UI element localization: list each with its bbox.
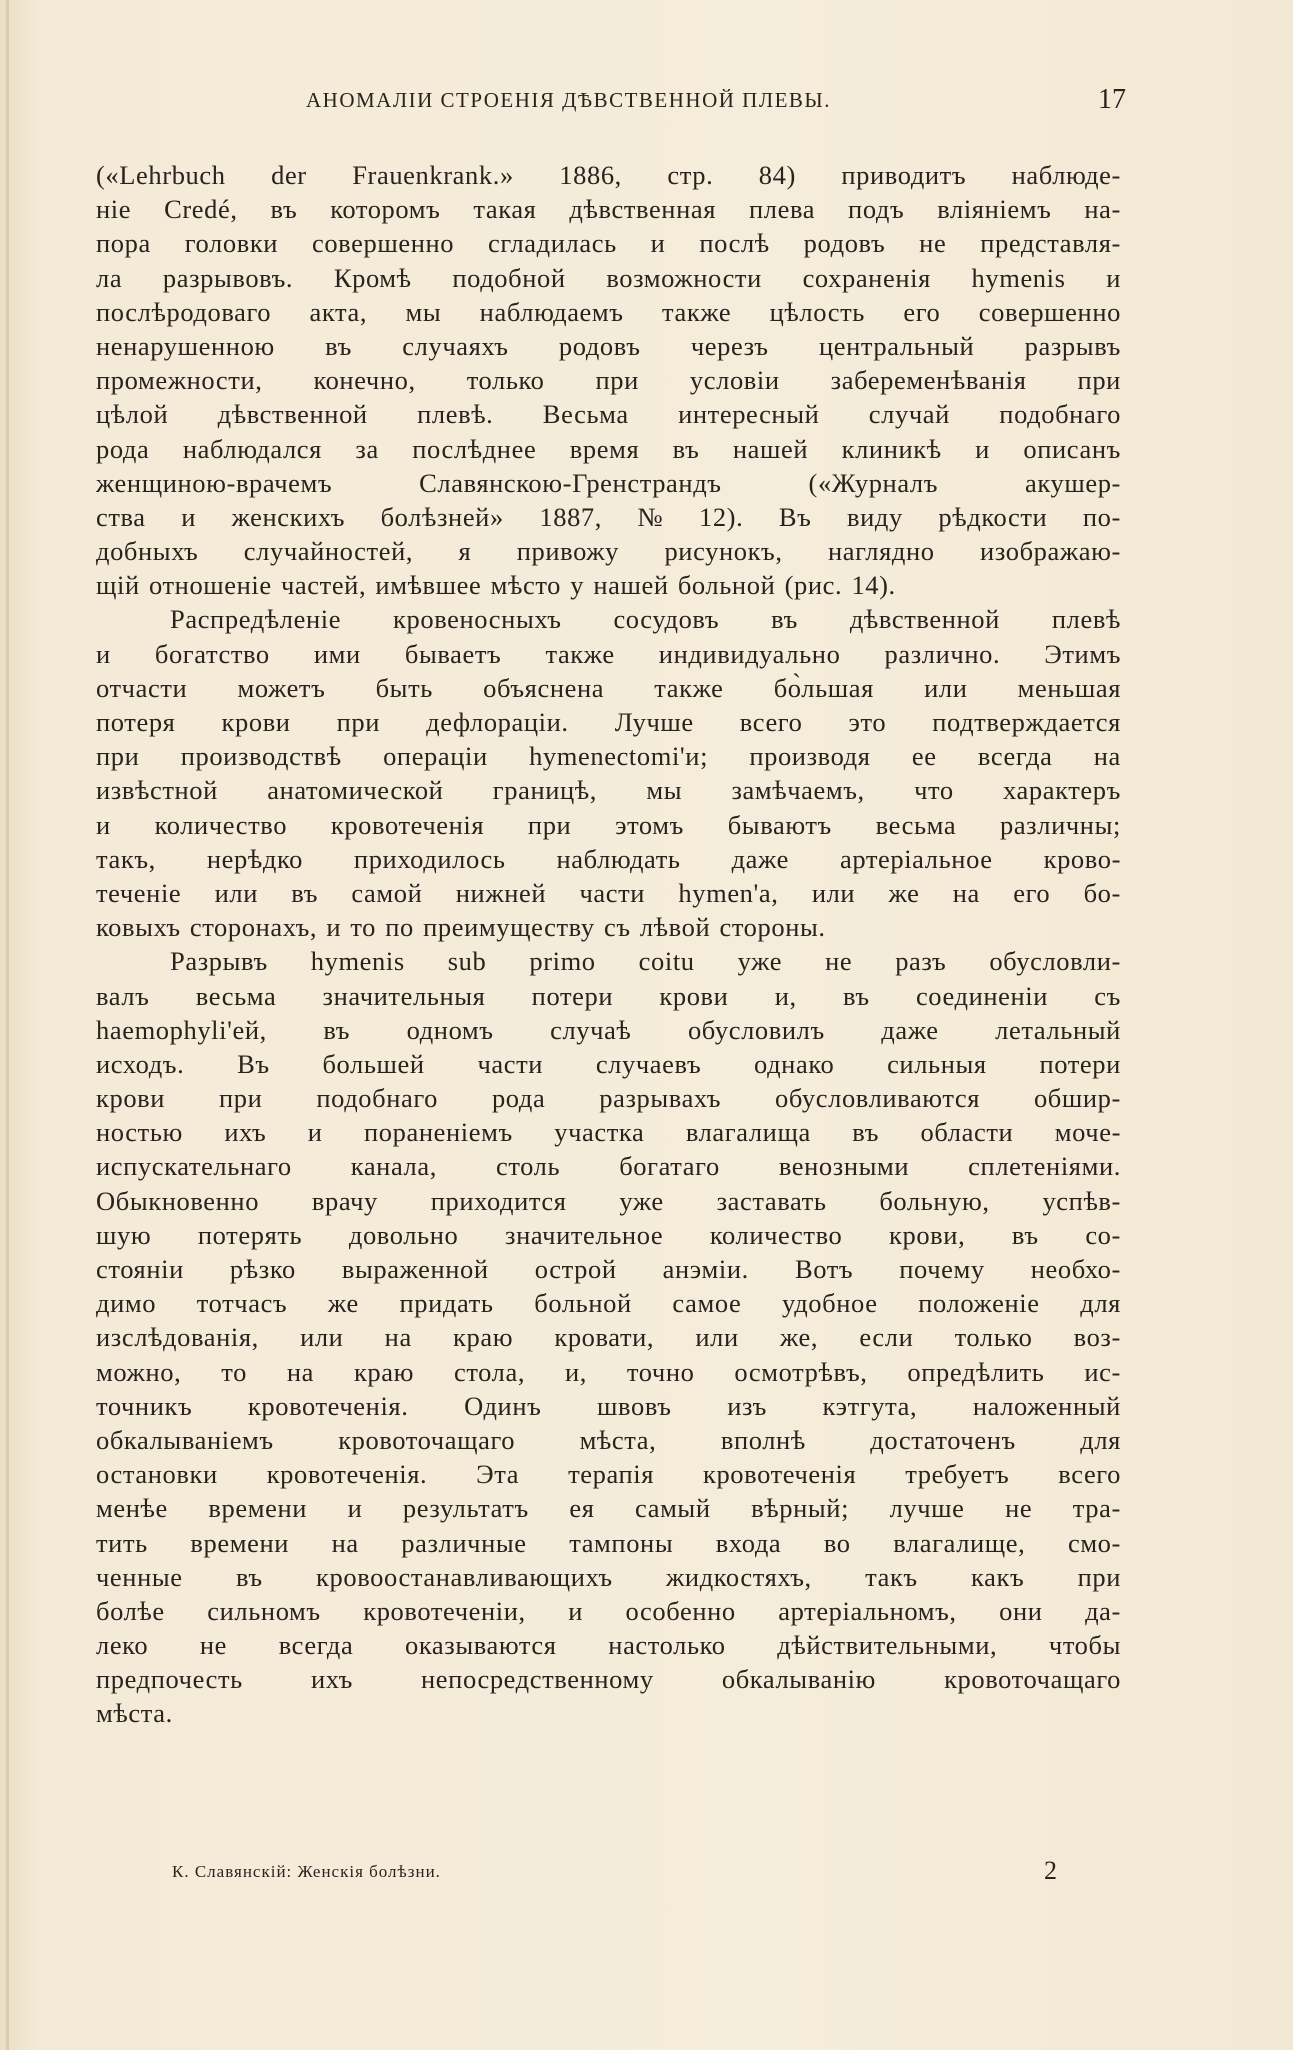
- text-line: ковыхъ сторонахъ, и то по преимуществу съ лѣвой стороны.: [96, 912, 826, 943]
- sheet-number: 2: [1044, 1856, 1057, 1885]
- body-text: [96, 158, 1121, 1731]
- text-line: менѣе времени и результатъ ея самый вѣрный; лучше не тра-: [96, 1493, 1121, 1524]
- text-line: промежности, конечно, только при условіи забеременѣванія при: [96, 365, 1121, 396]
- text-line: теченіе или въ самой нижней части hymen'а, или же на его бо-: [96, 877, 1121, 908]
- text-line: исходъ. Въ большей части случаевъ однако сильныя потери: [96, 1048, 1121, 1079]
- text-line: ностью ихъ и пораненіемъ участка влагалища въ области моче-: [96, 1117, 1121, 1148]
- text-line: такъ, нерѣдко приходилось наблюдать даже артеріальное крово-: [96, 843, 1121, 874]
- text-line: леко не всегда оказываются настолько дѣйствительными, чтобы: [96, 1630, 1121, 1661]
- text-line: извѣстной анатомической границѣ, мы замѣчаемъ, что характеръ: [96, 775, 1121, 806]
- text-line: испускательнаго канала, столь богатаго венозными сплетеніями.: [96, 1151, 1121, 1182]
- text-line: цѣлой дѣвственной плевѣ. Весьма интересный случай подобнаго: [96, 399, 1121, 430]
- text-line: отчасти можетъ быть объяснена также бо̀льшая или меньшая: [96, 672, 1121, 703]
- running-title: АНОМАЛІИ СТРОЕНІЯ ДѢВСТВЕННОЙ ПЛЕВЫ.: [306, 88, 831, 112]
- text-line: тить времени на различные тампоны входа во влагалище, смо-: [96, 1527, 1121, 1558]
- text-line: можно, то на краю стола, и, точно осмотрѣвъ, опредѣлить ис-: [96, 1356, 1121, 1387]
- text-line: потеря крови при дефлораціи. Лучше всего это подтверждается: [96, 707, 1121, 737]
- text-line: димо тотчасъ же придать больной самое удобное положеніе для: [96, 1288, 1121, 1319]
- text-line: ченные въ кровоостанавливающихъ жидкостяхъ, такъ какъ при: [96, 1561, 1121, 1592]
- text-line: при производствѣ операціи hymenectomi'и; производя ее всегда на: [96, 741, 1121, 772]
- page-footer: [172, 1856, 1072, 1892]
- text-line: щій отношеніе частей, имѣвшее мѣсто у нашей больной (рис. 14).: [96, 570, 896, 601]
- text-line: и богатство ими бываетъ также индивидуально различно. Этимъ: [96, 638, 1121, 669]
- page-number: 17: [1098, 84, 1126, 115]
- text-line: Обыкновенно врачу приходится уже заставать больную, успѣв-: [96, 1185, 1121, 1216]
- page-edge: [6, 0, 9, 2050]
- running-header: [96, 84, 1126, 120]
- text-line: рода наблюдался за послѣднее время въ нашей клиникѣ и описанъ: [96, 433, 1121, 464]
- text-line: стояніи рѣзко выраженной острой анэміи. Вотъ почему необхо-: [96, 1254, 1121, 1284]
- text-line: ла разрывовъ. Кромѣ подобной возможности сохраненія hymenis и: [96, 262, 1121, 293]
- paragraph: [96, 602, 1121, 944]
- text-line: и количество кровотеченія при этомъ бываютъ весьма различны;: [96, 809, 1121, 840]
- text-line: шую потерять довольно значительное количество крови, въ со-: [96, 1219, 1121, 1250]
- text-line: ства и женскихъ болѣзней» 1887, № 12). Въ виду рѣдкости по-: [96, 501, 1121, 532]
- text-line: добныхъ случайностей, я привожу рисунокъ, наглядно изображаю-: [96, 536, 1121, 567]
- text-line: болѣе сильномъ кровотеченіи, и особенно артеріальномъ, они да-: [96, 1595, 1121, 1626]
- text-line: валъ весьма значительныя потери крови и, въ соединеніи съ: [96, 980, 1121, 1011]
- text-line: изслѣдованія, или на краю кровати, или же, если только воз-: [96, 1322, 1121, 1353]
- paragraph: [96, 158, 1121, 602]
- text-line: точникъ кровотеченія. Одинъ швовъ изъ кэтгута, наложенный: [96, 1390, 1121, 1421]
- text-line: ненарушенною въ случаяхъ родовъ черезъ центральный разрывъ: [96, 330, 1121, 361]
- text-line: («Lehrbuch der Frauenkrank.» 1886, стр. 84) приводитъ наблюде-: [96, 160, 1121, 190]
- text-line: женщиною-врачемъ Славянскою-Гренстрандъ («Журналъ акушер-: [96, 467, 1121, 498]
- text-line: обкалываніемъ кровоточащаго мѣста, вполнѣ достаточенъ для: [96, 1424, 1121, 1455]
- text-line: остановки кровотеченія. Эта терапія кровотеченія требуетъ всего: [96, 1459, 1121, 1490]
- text-line: Разрывъ hymenis sub primo coitu уже не разъ обусловли-: [170, 946, 1121, 977]
- text-line: Распредѣленіе кровеносныхъ сосудовъ въ дѣвственной плевѣ: [170, 604, 1121, 635]
- signature-line: К. Славянскій: Женскія болѣзни.: [172, 1862, 441, 1881]
- text-line: крови при подобнаго рода разрывахъ обусловливаются обшир-: [96, 1083, 1121, 1114]
- paragraph: [96, 944, 1121, 1730]
- text-line: пора головки совершенно сгладилась и послѣ родовъ не представля-: [96, 228, 1121, 259]
- text-line: мѣста.: [96, 1698, 173, 1729]
- text-line: предпочесть ихъ непосредственному обкалыванію кровоточащаго: [96, 1664, 1121, 1695]
- text-line: ніе Credé, въ которомъ такая дѣвственная плева подъ вліяніемъ на-: [96, 194, 1121, 225]
- text-line: послѣродоваго акта, мы наблюдаемъ также цѣлость его совершенно: [96, 296, 1121, 327]
- text-line: haemophyli'ей, въ одномъ случаѣ обусловилъ даже летальный: [96, 1014, 1121, 1045]
